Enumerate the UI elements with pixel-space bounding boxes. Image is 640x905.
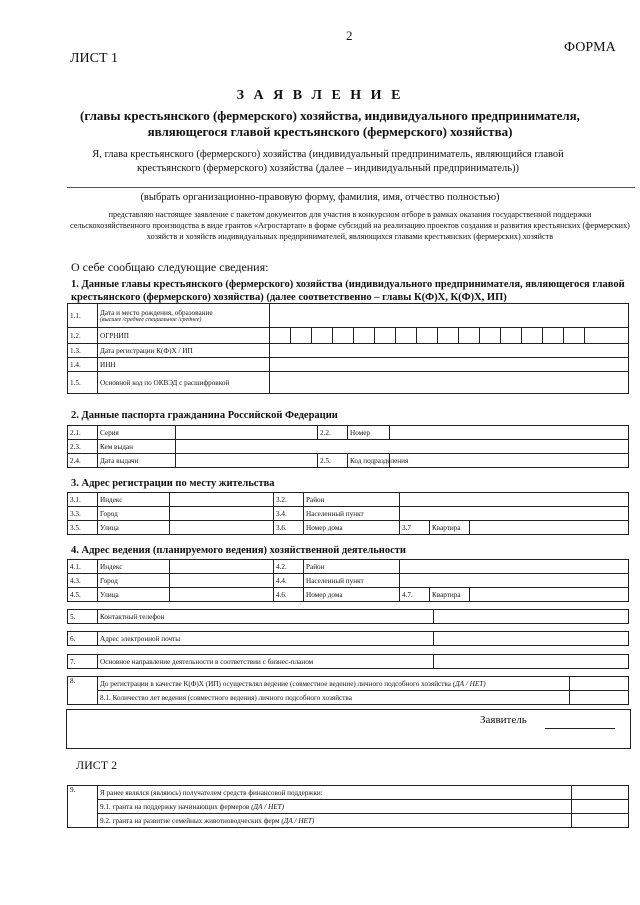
field-label: Улица	[98, 588, 170, 602]
intro-text: Я, глава крестьянского (фермерского) хозяйства (индивидуальный предприниматель, являющийся главой крестьянского (фермерского) хозяйства (далее – индивидуальный предприниматель))	[92, 149, 564, 174]
signature-box	[66, 709, 631, 749]
field-label: Квартира	[430, 588, 470, 602]
field-label: Адрес электронной почты	[98, 632, 434, 646]
field-label: ОГРНИП	[98, 328, 270, 344]
years-field[interactable]	[570, 691, 629, 705]
digit-cell[interactable]	[543, 328, 564, 343]
field-label: Контактный телефон	[98, 610, 434, 624]
field-label: Дата регистрации К(Ф)Х / ИП	[98, 344, 270, 358]
field-label: Номер дома	[304, 588, 400, 602]
row-number: 1.4.	[68, 358, 98, 372]
section-1-table	[67, 303, 629, 394]
field-label: Район	[304, 493, 400, 507]
postal-code-field[interactable]	[170, 493, 274, 507]
digit-cell[interactable]	[480, 328, 501, 343]
digit-cell[interactable]	[564, 328, 585, 343]
section-4-heading: 4. Адрес ведения (планируемого ведения) хозяйственной деятельности	[71, 545, 406, 556]
ogrnip-field[interactable]	[270, 328, 629, 344]
field-label: Населенный пункт	[304, 507, 400, 521]
section-3-table	[67, 492, 629, 535]
field-label: 8.1. Количество лет ведения (совместного ведения) личного подсобного хозяйства	[98, 691, 570, 705]
yes-no-hint: (ДА / НЕТ)	[452, 679, 486, 688]
digit-cell[interactable]	[396, 328, 417, 343]
document-subtitle: (главы крестьянского (фермерского) хозяйства, индивидуального предпринимателя, являющегося главой крестьянского (фермерского) хозяйства)	[80, 108, 580, 139]
section-2-table	[67, 425, 629, 468]
row-number: 3.6.	[274, 521, 304, 535]
beginning-farmer-grant-field[interactable]	[572, 800, 629, 814]
phone-table	[67, 609, 629, 624]
field-label: ИНН	[98, 358, 270, 372]
family-farm-grant-field[interactable]	[572, 814, 629, 828]
field-label-text: Дата и место рождения, образование	[100, 308, 213, 317]
digit-cell[interactable]	[585, 328, 629, 343]
field-label-text: До регистрации в качестве К(Ф)Х (ИП) осуществлял ведение (совместное ведение) личного подсобного хозяйства	[100, 679, 451, 688]
email-table	[67, 631, 629, 646]
row-number: 4.3.	[68, 574, 98, 588]
row-number: 1.1.	[68, 304, 98, 328]
field-label: Индекс	[98, 493, 170, 507]
support-field[interactable]	[572, 786, 629, 800]
settlement-field[interactable]	[400, 574, 629, 588]
field-hint: (высшее /среднее специальное /среднее)	[100, 316, 202, 323]
name-entry-line[interactable]	[67, 187, 635, 188]
row-number: 9.	[68, 786, 98, 828]
personal-farm-table	[67, 676, 629, 705]
row-number: 6.	[68, 632, 98, 646]
page-number: 2	[346, 28, 353, 43]
field-label: Населенный пункт	[304, 574, 400, 588]
row-number: 7.	[68, 655, 98, 669]
field-label: Район	[304, 560, 400, 574]
row-number: 3.3.	[68, 507, 98, 521]
row-number: 5.	[68, 610, 98, 624]
passport-series-field[interactable]	[176, 426, 318, 440]
row-number: 4.5.	[68, 588, 98, 602]
row-number: 8.	[68, 677, 98, 705]
postal-code-field[interactable]	[170, 560, 274, 574]
personal-farm-yes-no-field[interactable]	[570, 677, 629, 691]
field-label	[98, 800, 572, 814]
row-number: 2.2.	[318, 426, 348, 440]
row-number: 3.7	[400, 521, 430, 535]
applicant-label: Заявитель	[480, 714, 527, 726]
street-field[interactable]	[170, 588, 274, 602]
field-label: Кем выдан	[98, 440, 176, 454]
city-field[interactable]	[170, 507, 274, 521]
digit-cell[interactable]	[375, 328, 396, 343]
field-label: Я ранее являлся (являюсь) получателем средств финансовой поддержки:	[98, 786, 572, 800]
row-number: 4.6.	[274, 588, 304, 602]
field-label: Номер дома	[304, 521, 400, 535]
row-number: 1.3.	[68, 344, 98, 358]
district-field[interactable]	[400, 560, 629, 574]
row-number: 2.4.	[68, 454, 98, 468]
field-label: Индекс	[98, 560, 170, 574]
row-number: 4.7.	[400, 588, 430, 602]
subdivision-code-field[interactable]	[390, 454, 629, 468]
document-title: З А Я В Л Е Н И Е	[236, 88, 404, 103]
field-label	[98, 304, 270, 328]
present-text: представляю настоящее заявление с пакетом документов для участия в конкурсном отборе в рамках оказания государственной поддержки сельскохозяйственного производства в виде грантов «Агростартап» в форме субсидий на реализацию проектов создания и развития крестьянских (фермерских) хозяйств и хозяйств индивидуальных предпринимателей, являющихся главами крестьянских (фермерских) хозяйств	[70, 210, 630, 241]
row-number: 3.4.	[274, 507, 304, 521]
row-number: 1.2.	[68, 328, 98, 344]
issue-date-field[interactable]	[176, 454, 318, 468]
field-label: Основной код по ОКВЭД с расшифровкой	[98, 372, 270, 394]
field-label: Номер	[348, 426, 390, 440]
section-4-table	[67, 559, 629, 602]
row-number: 3.5.	[68, 521, 98, 535]
digit-cell[interactable]	[501, 328, 522, 343]
form-label: ФОРМА	[564, 40, 616, 55]
phone-field[interactable]	[434, 610, 629, 624]
row-number: 2.1.	[68, 426, 98, 440]
district-field[interactable]	[400, 493, 629, 507]
registration-date-field[interactable]	[270, 344, 629, 358]
field-label: Город	[98, 507, 170, 521]
field-label-text: 9.1. гранта на поддержку начинающих фермеров	[100, 802, 250, 811]
section-3-heading: 3. Адрес регистрации по месту жительства	[71, 478, 275, 489]
yes-no-hint: (ДА / НЕТ)	[251, 802, 285, 811]
field-label: Серия	[98, 426, 176, 440]
digit-cell[interactable]	[522, 328, 543, 343]
row-number: 4.1.	[68, 560, 98, 574]
sheet-2-label: ЛИСТ 2	[76, 758, 118, 772]
direction-field[interactable]	[434, 655, 629, 669]
digit-cell[interactable]	[459, 328, 480, 343]
digit-cell[interactable]	[354, 328, 375, 343]
field-label: Квартира	[430, 521, 470, 535]
digit-cell[interactable]	[270, 328, 291, 343]
row-number: 2.5.	[318, 454, 348, 468]
settlement-field[interactable]	[400, 507, 629, 521]
section-2-heading: 2. Данные паспорта гражданина Российской Федерации	[71, 410, 338, 421]
field-label: Улица	[98, 521, 170, 535]
select-note: (выбрать организационно-правовую форму, фамилия, имя, отчество полностью)	[140, 192, 500, 203]
direction-table	[67, 654, 629, 669]
row-number: 4.2.	[274, 560, 304, 574]
yes-no-hint: (ДА / НЕТ)	[281, 816, 315, 825]
okved-field[interactable]	[270, 372, 629, 394]
signature-line[interactable]	[545, 728, 615, 729]
field-label: Основное направление деятельности в соответствии с бизнес-планом	[98, 655, 434, 669]
passport-number-field[interactable]	[390, 426, 629, 440]
row-number: 3.2.	[274, 493, 304, 507]
digit-cell[interactable]	[417, 328, 438, 343]
apartment-field[interactable]	[470, 521, 629, 535]
row-number: 2.3.	[68, 440, 98, 454]
field-label: Город	[98, 574, 170, 588]
field-label-text: 9.2. гранта на развитие семейных животноводческих ферм	[100, 816, 280, 825]
field-label	[98, 814, 572, 828]
birth-education-field[interactable]	[270, 304, 629, 328]
apartment-field[interactable]	[470, 588, 629, 602]
field-label: Код подразделения	[348, 454, 390, 468]
digit-cell[interactable]	[333, 328, 354, 343]
digit-cell[interactable]	[312, 328, 333, 343]
digit-cell[interactable]	[438, 328, 459, 343]
row-number: 4.4.	[274, 574, 304, 588]
row-number: 3.1.	[68, 493, 98, 507]
email-field[interactable]	[434, 632, 629, 646]
section-1-heading: 1. Данные главы крестьянского (фермерского) хозяйства (индивидуального предпринимателя, являющегося главой крестьянского (фермерского) хозяйства) (далее соответственно – главы К(Ф)Х, К(Ф)Х, ИП)	[71, 279, 625, 303]
city-field[interactable]	[170, 574, 274, 588]
issued-by-field[interactable]	[176, 440, 629, 454]
inn-field[interactable]	[270, 358, 629, 372]
field-label	[98, 677, 570, 691]
sheet-1-label: ЛИСТ 1	[70, 51, 118, 66]
about-heading: О себе сообщаю следующие сведения:	[71, 260, 269, 274]
row-number: 1.5.	[68, 372, 98, 394]
digit-cell[interactable]	[291, 328, 312, 343]
field-label: Дата выдачи	[98, 454, 176, 468]
financial-support-table	[67, 785, 629, 828]
street-field[interactable]	[170, 521, 274, 535]
